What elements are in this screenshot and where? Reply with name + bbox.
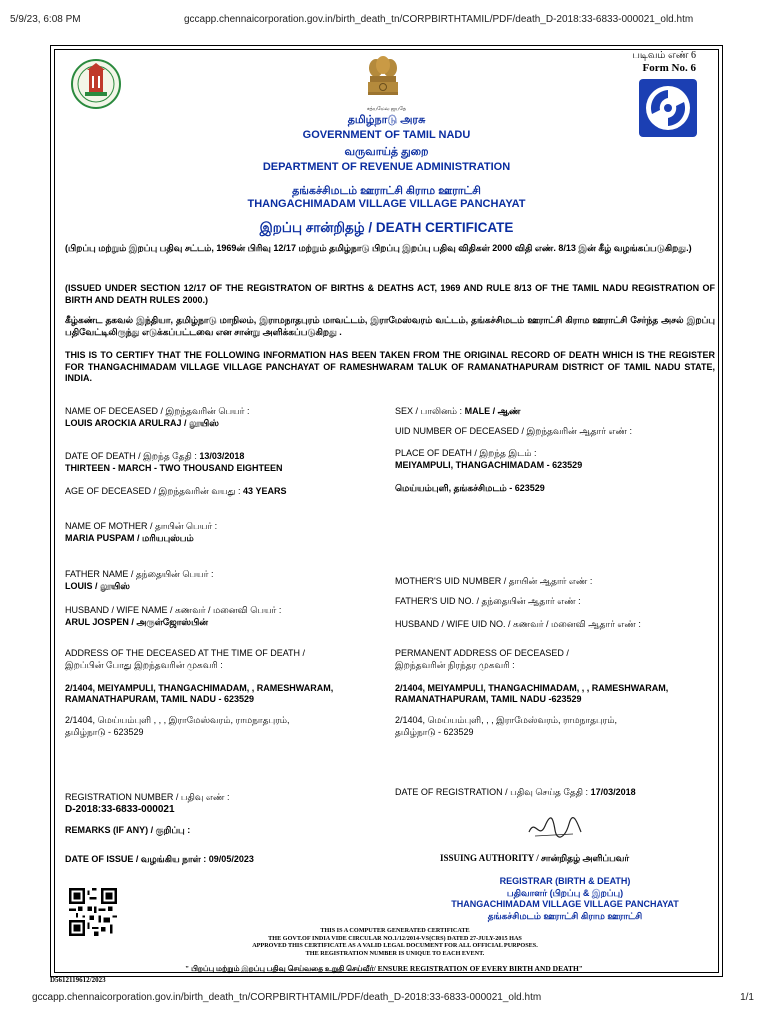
- certify-tamil: கீழ்கண்ட தகவல் இந்தியா, தமிழ்நாடு மாநிலம், இராமநாதபுரம் மாவட்டம், இராமேஸ்வரம் வட்டம், தங்கச்சிமடம் ஊராட்சி கிராம ஊராட்சி சேர்ந்த அசல் இறப்பு பதிவேட்டிலிருந்து எடுக்கப்பட்டவை என சான்று அளிக்கப்படுகிறது .: [65, 315, 715, 337]
- address-label-2: இறப்பின் போது இறந்தவரின் முகவரி :: [65, 660, 223, 670]
- form-number: [632, 50, 696, 74]
- emblem-motto: சத்யமேவ ஜயதே: [366, 106, 407, 112]
- reg-date-label: DATE OF REGISTRATION / பதிவு செய்த தேதி :: [395, 787, 589, 797]
- panchayat-tamil: தங்கச்சிமடம் ஊராட்சி கிராம ஊராட்சி: [292, 185, 481, 197]
- issue-label: DATE OF ISSUE / வழங்கிய நாள் :: [65, 854, 207, 864]
- registrar-line-4: தங்கச்சிமடம் ஊராட்சி கிராம ஊராட்சி: [487, 910, 643, 921]
- address-ta-2: தமிழ்நாடு - 623529: [65, 727, 144, 737]
- issuing-authority-label: ISSUING AUTHORITY / சான்றிதழ் அளிப்பவர்: [440, 853, 630, 863]
- permanent-address-label-2: இறந்தவரின் நிரந்தர முகவரி :: [395, 660, 515, 670]
- page-title: இறப்பு சான்றிதழ் / DEATH CERTIFICATE: [259, 220, 514, 235]
- pod-tamil: மெய்யம்புளி, தங்கச்சிமடம் - 623529: [395, 483, 545, 493]
- certify-english: THIS IS TO CERTIFY THAT THE FOLLOWING INFORMATION HAS BEEN TAKEN FROM THE ORIGINAL RECORD OF DEATH WHICH IS THE REGISTER FOR THANGACHIMADAM VILLAGE VILLAGE PANCHAYAT OF RAMESHWARAM TALUK OF RAMANATHAPURAM DISTRICT OF TAMIL NADU STATE, INDIA.: [65, 350, 715, 383]
- qr-code-icon: [69, 888, 117, 936]
- name-label: NAME OF DECEASED / இறந்தவரின் பெயர் :: [65, 406, 250, 416]
- registrar-line-1: REGISTRAR (BIRTH & DEATH): [499, 876, 631, 886]
- address-en-1: 2/1404, MEIYAMPULI, THANGACHIMADAM, , RAMESHWARAM,: [65, 683, 334, 693]
- uid-label: UID NUMBER OF DECEASED / இறந்தவரின் ஆதார் எண் :: [395, 426, 632, 436]
- reg-no-value: D-2018:33-6833-000021: [65, 804, 175, 815]
- permanent-address-ta-1: 2/1404, மெய்யம்புளி, , , இராமேஸ்வரம், ராமநாதபுரம்,: [395, 715, 618, 725]
- note-line-1: THIS IS A COMPUTER GENERATED CERTIFICATE: [320, 927, 470, 934]
- permanent-address-en-1: 2/1404, MEIYAMPULI, THANGACHIMADAM, , , RAMESHWARAM,: [395, 683, 669, 693]
- certificate: [50, 45, 723, 977]
- mother-value: MARIA PUSPAM / மரியபுஸ்பம்: [65, 533, 194, 543]
- registrar-block: [405, 876, 725, 922]
- pod-label: PLACE OF DEATH / இறந்த இடம் :: [395, 448, 537, 458]
- remarks-label: REMARKS (IF ANY) / குறிப்பு :: [65, 825, 191, 835]
- age-label: AGE OF DECEASED / இறந்தவரின் வயது :: [65, 486, 241, 496]
- permanent-address-ta-2: தமிழ்நாடு - 623529: [395, 727, 474, 737]
- panchayat-english: THANGACHIMADAM VILLAGE VILLAGE PANCHAYAT: [247, 198, 526, 210]
- issued-under-tamil: (பிறப்பு மற்றும் இறப்பு பதிவு சட்டம், 1969ன் பிரிவு 12/17 மற்றும் தமிழ்நாடு பிறப்பு இறப்பு பதிவு விதிகள் 2000 விதி எண். 8/13 இன் கீழ் வழங்கப்படுகிறது.): [65, 243, 692, 253]
- permanent-address-en-2: RAMANATHAPURAM, TAMIL NADU -623529: [395, 694, 582, 704]
- note-line-3: APPROVED THIS CERTIFICATE AS A VALID LEGAL DOCUMENT FOR ALL OFFICIAL PURPOSES.: [252, 942, 538, 949]
- gov-english: GOVERNMENT OF TAMIL NADU: [302, 129, 471, 141]
- form-number-tamil: படிவம் எண் 6: [632, 50, 696, 61]
- sex-value: MALE / ஆண்: [464, 406, 521, 416]
- dod-label: DATE OF DEATH / இறந்த தேதி :: [65, 451, 197, 461]
- sex-label: SEX / பாலினம் :: [395, 406, 463, 416]
- print-url: gccapp.chennaicorporation.gov.in/birth_death_tn/CORPBIRTHTAMIL/PDF/death_D-2018:33-6833-000021_old.htm: [184, 14, 694, 25]
- computer-generated-note: [235, 927, 555, 957]
- gov-tamil: தமிழ்நாடு அரசு: [347, 114, 426, 126]
- father-label: FATHER NAME / தந்தையின் பெயர் :: [65, 569, 214, 579]
- certificate-inner-border: [54, 49, 719, 973]
- registrar-line-2: பதிவாளர் (பிறப்பு & இறப்பு): [506, 887, 624, 898]
- dept-tamil: வருவாய்த் துறை: [344, 146, 429, 158]
- pod-value: MEIYAMPULI, THANGACHIMADAM - 623529: [395, 460, 583, 470]
- dept-english: DEPARTMENT OF REVENUE ADMINISTRATION: [262, 161, 511, 173]
- mother-label: NAME OF MOTHER / தாயின் பெயர் :: [65, 521, 218, 531]
- father-value: LOUIS / லூயிஸ்: [65, 581, 130, 591]
- national-emblem-icon: [360, 54, 406, 112]
- print-footer: [32, 992, 754, 1003]
- registrar-signature: [525, 814, 585, 844]
- issued-under-english: (ISSUED UNDER SECTION 12/17 OF THE REGISTRATON OF BIRTHS & DEATHS ACT, 1969 AND RULE 8/13 OF THE TAMIL NADU REGISTRATION OF BIRTH AND DEATH RULES 2000.): [65, 283, 715, 305]
- registrar-line-3: THANGACHIMADAM VILLAGE VILLAGE PANCHAYAT: [451, 899, 679, 909]
- print-footer-url: gccapp.chennaicorporation.gov.in/birth_death_tn/CORPBIRTHTAMIL/PDF/death_D-2018:33-6833-000021_old.htm: [32, 992, 542, 1003]
- note-line-2: THE GOVT.OF INDIA VIDE CIRCULAR NO.1/12/2014-VS(CRS) DATED 27-JULY-2015 HAS: [268, 934, 522, 942]
- form-number-english: Form No. 6: [642, 62, 696, 74]
- age-value: 43 YEARS: [243, 486, 287, 496]
- name-value: LOUIS AROCKIA ARULRAJ / லூயிஸ்: [65, 418, 219, 428]
- print-page-number: 1/1: [740, 992, 754, 1003]
- address-en-2: RAMANATHAPURAM, TAMIL NADU - 623529: [65, 694, 255, 704]
- serial-number: D5612119612/2023: [50, 976, 106, 984]
- spouse-value: ARUL JOSPEN / அருள்ஜோஸ்பின்: [65, 617, 209, 627]
- ensure-registration-line: " பிறப்பு மற்றும் இறப்பு பதிவு செய்வதை உறுதி செய்வீர்/ ENSURE REGISTRATION OF EVERY BIRTH AND DEATH": [185, 964, 583, 973]
- spouse-uid-label: HUSBAND / WIFE UID NO. / கணவர் / மனைவி ஆதார் எண் :: [395, 619, 641, 629]
- dod-value: 13/03/2018: [199, 451, 245, 461]
- permanent-address-label-1: PERMANENT ADDRESS OF DECEASED /: [395, 648, 569, 658]
- dod-words: THIRTEEN - MARCH - TWO THOUSAND EIGHTEEN: [65, 463, 283, 473]
- address-ta-1: 2/1404, மெய்யம்புளி , , , இராமேஸ்வரம், ராமநாதபுரம்,: [65, 715, 290, 725]
- print-datetime: 5/9/23, 6:08 PM: [10, 14, 81, 25]
- tamil-nadu-emblem-icon: [65, 58, 127, 110]
- reg-no-label: REGISTRATION NUMBER / பதிவு எண் :: [65, 792, 230, 802]
- issue-value: 09/05/2023: [208, 854, 254, 864]
- father-uid-label: FATHER'S UID NO. / தந்தையின் ஆதார் எண் :: [395, 596, 581, 606]
- reg-date-value: 17/03/2018: [590, 787, 636, 797]
- mother-uid-label: MOTHER'S UID NUMBER / தாயின் ஆதார் எண் :: [395, 576, 593, 586]
- spouse-label: HUSBAND / WIFE NAME / கணவர் / மனைவி பெயர் :: [65, 605, 282, 615]
- address-label-1: ADDRESS OF THE DECEASED AT THE TIME OF DEATH /: [65, 648, 306, 658]
- note-line-4: THE REGISTRATION NUMBER IS UNIQUE TO EACH EVENT.: [305, 949, 485, 957]
